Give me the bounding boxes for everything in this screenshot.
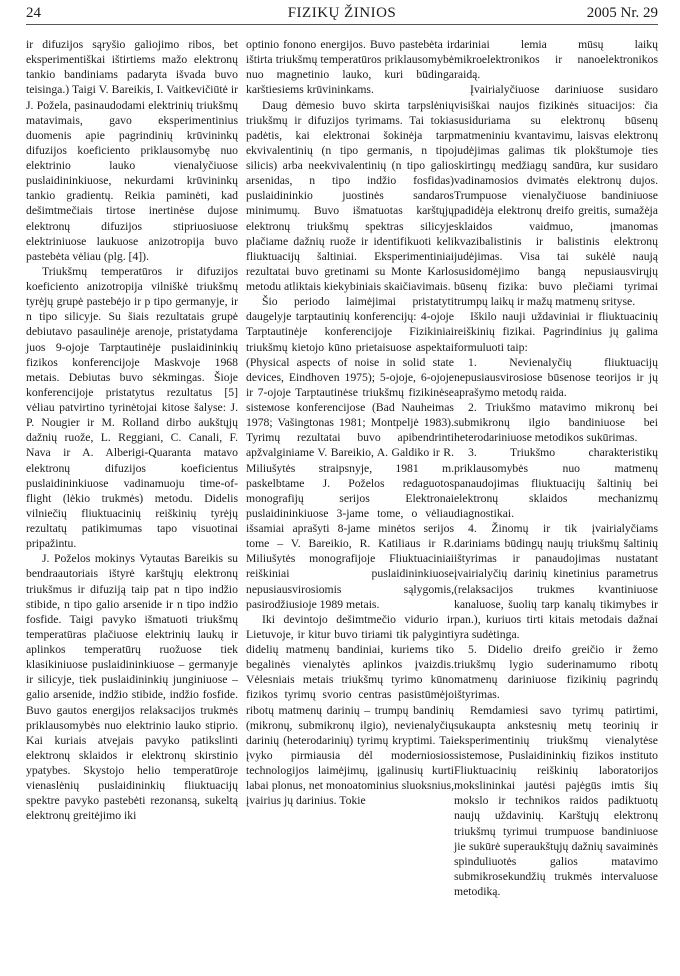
paragraph: Remdamiesi savo tyrimų patirtimi, sukaupta ankstesnių metų teorinių ir eksperimentinių triukšmų vienalytėse sistemose, Puslaidininkių fizikos instituto Fliuktuacinių reiškinių laboratorijos mokslininkai jautėsi pajėgūs imtis šių mokslo ir technikos raidos padiktuotų naujų uždavinių. Karštųjų elektronų triukšmų tyrimui trumpuose bandiniuose jie sukūrė superaukštųjų dažnių savaiminės spinduliuotės galios matavimo submikrosekundžių trukmės intervaluose metodiką. — [454, 703, 658, 898]
paragraph: Iškilo nauji uždaviniai ir fliuktuacinių reiškinių fizikai. Pagrindinius jų galima formuluoti taip: — [454, 310, 658, 354]
list-item: 1. Nevienalyčių fliuktuacijų nepusiausvirosiose būsenose teorijos ir jų aprašymo metodų raida. — [454, 355, 658, 399]
running-header — [26, 4, 658, 24]
paragraph: Iki devintojo dešimtmečio vidurio ir Lietuvoje, ir kitur buvo tiriami tik palyginti didelių matmenų bandiniai, kuriems tiko begalinės vienalytės aplinkos įvaizdis. Vėlesniais metais triukšmų tyrimo kūno fizikos tyrimų svorio centras pasistūmėjo ribotų matmenų darinių – trumpų bandinių (mikronų, submikronų ilgio), nevienalyčių darinių (heterodarinių) tyrimų kryptimi. Tai įvyko pirmiausia dėl moderniosios technologijos laimėjimų, įgalinusių kurti labai plonus, net monoatominius sluoksnius, įvairius jų darinius. Tokie — [246, 612, 454, 808]
text-column-right — [454, 37, 658, 899]
paragraph: J. Poželos mokinys Vytautas Bareikis su bendraautoriais ištyrė karštųjų elektronų triukšmus ir difuziją taip pat n tipo indžio stibide, n tipo galio arsenide ir n tipo indžio fosfide. Taigi pavyko išmatuoti triukšmų temperatūras plačiuose elektrinių laukų ir aplinkos temperatūrų ruožuose tiek klasikiniuose puslaidininkiuose – germanyje ir silicyje, tiek puslaidininkių junginiuose – galio arsenide, indžio stibide, indžio fosfide. Buvo gautos energijos relaksacijos trukmės priklausomybės nuo elektrinio lauko stiprio. Kai kuriais atvejais pavyko patikslinti elektronų sklaidos ir elektronų skirstinio ypatybes. Skystojo helio temperatūroje vienaslėnių puslaidininkių fliuktuacijų spektre pavyko pastebėti rezonansą, sukeltą elektronų greitėjimo iki — [26, 552, 238, 823]
list-item: 2. Triukšmo matavimo mikronų bei submikronų ilgio bandiniuose bei heterodariniuose metodikos sukūrimas. — [454, 401, 658, 445]
paragraph: ir difuzijos sąryšio galiojimo ribos, bet eksperimentiškai ištirtiems mažo elektronų tankio bandiniams padaryta išvada buvo teisinga.) Taigi V. Bareikis, I. Vaitkevičiūtė ir J. Požela, pasinaudodami elektrinių triukšmų matavimais, gavo eksperimentinius duomenis apie pagrindinių krūvininkų difuzijos koeficiento priklausomybę nuo elektrinio lauko vienalyčiuose puslaidininkiuose, nekurdami krūvininkų tankio gradientų. Reikia paminėti, kad dešimtmečiais tirtose inertinėse dujose elektronų difuzijos stipriuosiuose elektriniuose laukuose anizotropija buvo pastebėta vėliau (plg. [4]). — [26, 38, 238, 263]
paragraph: dariniai lemia mūsų laikų mikroelektronikos ir nanoelektronikos raidą. — [454, 38, 658, 82]
paragraph: Šio periodo laimėjimai pristatyti daugelyje tarptautinių konferencijų: 4-ojoje Tarptautinėje konferencijoje Fizikiniai triukšmų kietojo kūno prietaisuose aspektai (Physical aspects of noise in solid state devices, Eindhoven 1975); 5-ojoje, 6-ojoje ir 7-ojoje Tarptautinėse triukšmų fizikinėse sisteмose konferencijose (Bad Nauheimas 1978; Vašingtonas 1981; Montpeljė 1983). Tyrimų rezultatai buvo apibendrinti apžvalginiame V. Bareikio, A. Galdiko ir R. Miliušytės straipsnyje, 1981 m. paskelbtame J. Poželos redaguotos monografijų serijos Elektronai puslaidininkiuose 3-jame tome, o vėliau išsamiai aprašyti 8-jame minėtos serijos tome – V. Bareikio, R. Katiliaus ir R. Miliušytės monografijoje Fliuktuaciniai reiškiniai puslaidininkiuose nepusiausvirosiomis sąlygomis, pasirodžiusioje 1989 metais. — [246, 295, 454, 611]
header-rule — [26, 24, 658, 25]
issue-label: 2005 Nr. 29 — [586, 5, 658, 21]
text-column-middle — [246, 37, 454, 808]
list-item: 5. Didelio dreifo greičio ir žemo triukšmų lygio suderinamumo ribotų matmenų dariniuose fizikinių pagrindų ištyrimas. — [454, 643, 658, 702]
paragraph: Triukšmų temperatūros ir difuzijos koeficiento anizotropija vilniškė triukšmų tyrėjų grupė pastebėjo ir p tipo germanyje, ir n tipo silicyje. Su šiais rezultatais grupė debiutavo pasaulinėje arenoje, pristatydama juos 9-ojoje Tarptautinėje puslaidininkių fizikos konferencijoje Maskvoje 1968 metais. Debiutas buvo sėkmingas. Šioje konferencijoje pristatytus rezultatus [5] vėliau patvirtino tyrinėtojai kitose šalyse: J. P. Nougier ir M. Rolland dirbo aukštųjų dažnių ruože, L. Reggiani, C. Canali, F. Nava ir A. Alberigi-Quaranta matavo elektronų difuzijos koeficientus puslaidininkiuose vadinamuoju time-of-flight (lėkio trukmės) metodu. Didelis vilniečių fliuktuacinių reiškinių tyrėjų rezultatų patikimumas tapo visuotinai pripažintu. — [26, 264, 238, 551]
paragraph: optinio fonono energijos. Buvo pastebėta ir ištirta triukšmų temperatūros priklausomybė nuo magnetinio lauko, kuri būdinga karštiesiems krūvininkams. — [246, 38, 454, 97]
paragraph: Daug dėmesio buvo skirta tarpslėnių triukšmų ir difuzijos tyrimams. Tai tokia padėtis, kai elektronai šokinėja tarp ekvivalentinių (n tipo germanis, n tipo silicis) arba neekvivalentinių (n tipo galio arsenidas, n tipo indžio fosfidas) puslaidininkio juostinės sandaros minimumų. Buvo išmatuotas karštųjų elektronų triukšmų spektras silicyje plačiame dažnių ruože ir identifikuoti keli fliuktuacijų šaltiniai. Eksperimentiniai rezultatai buvo gretinami su Monte Karlo metodu atliktais kiekybiniais skaičiavimais. — [246, 98, 454, 293]
journal-title: FIZIKŲ ŽINIOS — [287, 5, 397, 21]
list-item: 4. Žinomų ir tik įvairialyčiams dariniams būdingų naujų triukšmų šaltinių ištyrimas ir panaudojimas nustatant įvairialyčių darinių kinetinius parametrus (relaksacijos trukmes kvantiniuose kanaluose, šuolių tarp kanalų tikimybes ir pan.), kuriuos tirti kitais metodais dažnai yra sudėtinga. — [454, 522, 658, 641]
paragraph: Įvairialyčiuose dariniuose susidaro visiškai naujos fizikinės situacijos: čia susiduriama su elektronų būsenų matmeniniu kvantavimu, laisvas elektronų judėjimas galimas tik plokštumoje ties skirtingų medžiagų sandūra, kur susidaro vadinamosios dvimatės elektronų dujos. Trumpuose vienalyčiuose bandiniuose padidėja elektronų dreifo greitis, sumažėja sklaidos vaidmuo, įmanomas kvazibalistinis ir balistinis elektronų judėjimas. Visa tai sukėlė naują susidomėjimo bangą nepusiausvirųjų būsenų fizika: buvo plečiami tyrimai trumpų laikų ir mažų matmenų srityse. — [454, 83, 658, 309]
page-number: 24 — [26, 5, 41, 21]
list-item: 3. Triukšmo charakteristikų priklausomybės nuo matmenų panaudojimas fliuktuacijų šaltinių bei elektronų sklaidos mechanizmų diagnostikai. — [454, 446, 658, 520]
text-column-left — [26, 37, 238, 824]
